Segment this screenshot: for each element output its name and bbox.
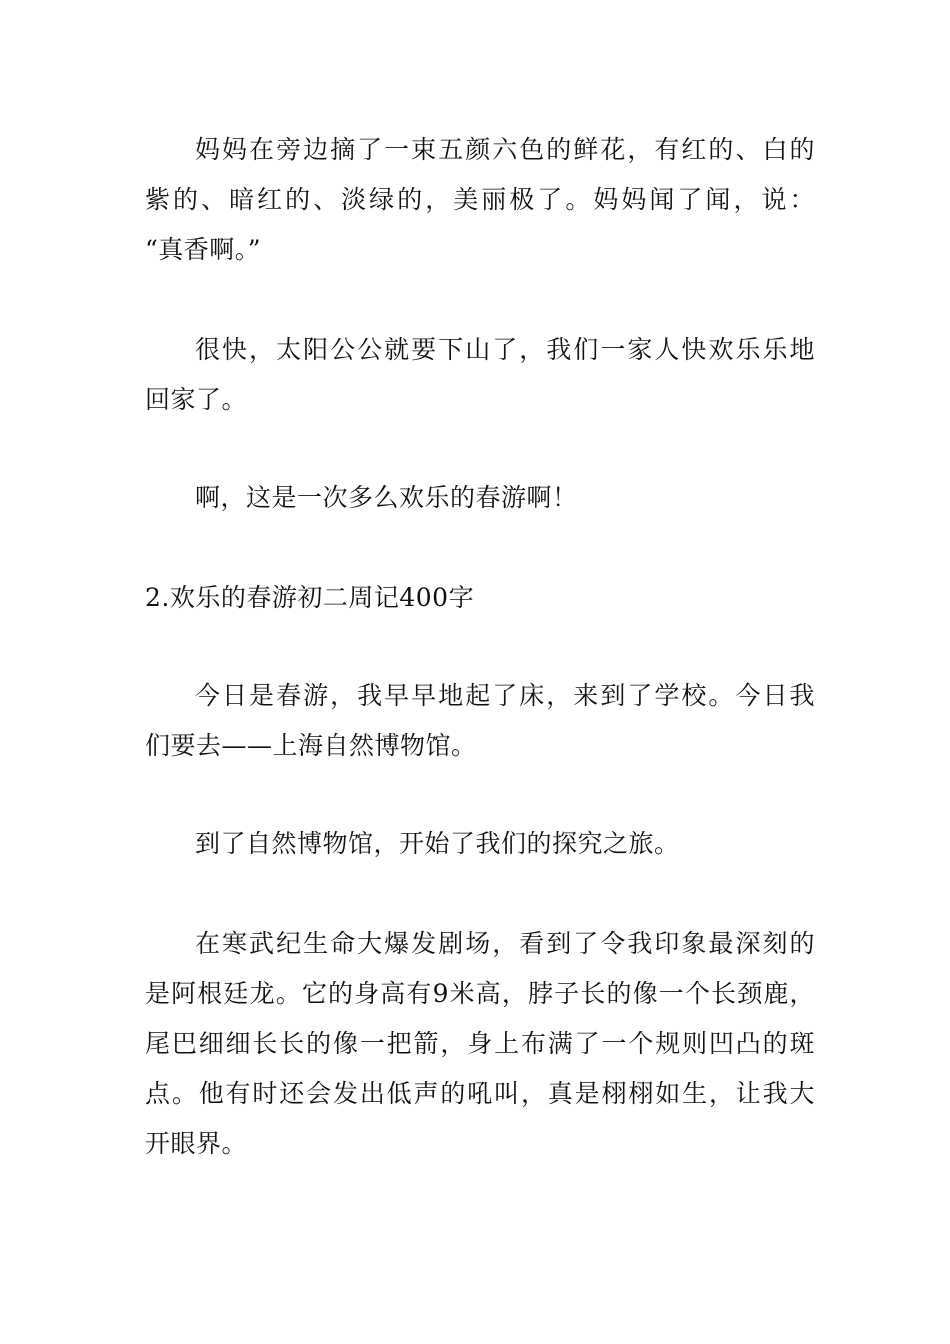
paragraph-2-line-1: 很快，太阳公公就要下山了，我们一家人快欢乐乐地: [195, 335, 815, 364]
paragraph-5-line-1: 今日是春游，我早早地起了床，来到了学校。今日我: [195, 681, 815, 710]
paragraph-7-line-3: 尾巴细细长长的像一把箭，身上布满了一个规则凹凸的斑: [145, 1029, 815, 1058]
paragraph-5-line-2: 们要去——上海自然博物馆。: [145, 731, 477, 760]
paragraph-3-line-1: 啊，这是一次多么欢乐的春游啊！: [195, 483, 578, 512]
paragraph-1-line-2: 紫的、暗红的、淡绿的，美丽极了。妈妈闻了闻，说：: [145, 185, 815, 214]
paragraph-7-line-4: 点。他有时还会发出低声的吼叫，真是栩栩如生，让我大: [145, 1079, 815, 1108]
paragraph-7-line-1: 在寒武纪生命大爆发剧场，看到了令我印象最深刻的: [195, 929, 815, 958]
paragraph-2-line-2: 回家了。: [145, 385, 248, 414]
paragraph-6-line-1: 到了自然博物馆，开始了我们的探究之旅。: [195, 829, 680, 858]
paragraph-7-line-2: 是阿根廷龙。它的身高有9米高，脖子长的像一个长颈鹿，: [145, 979, 815, 1008]
paragraph-1-line-3: “真香啊。”: [145, 235, 262, 264]
paragraph-7-line-5: 开眼界。: [145, 1129, 248, 1158]
section-heading: 2.欢乐的春游初二周记400字: [145, 583, 475, 612]
paragraph-1-line-1: 妈妈在旁边摘了一束五颜六色的鲜花，有红的、白的: [195, 135, 815, 164]
